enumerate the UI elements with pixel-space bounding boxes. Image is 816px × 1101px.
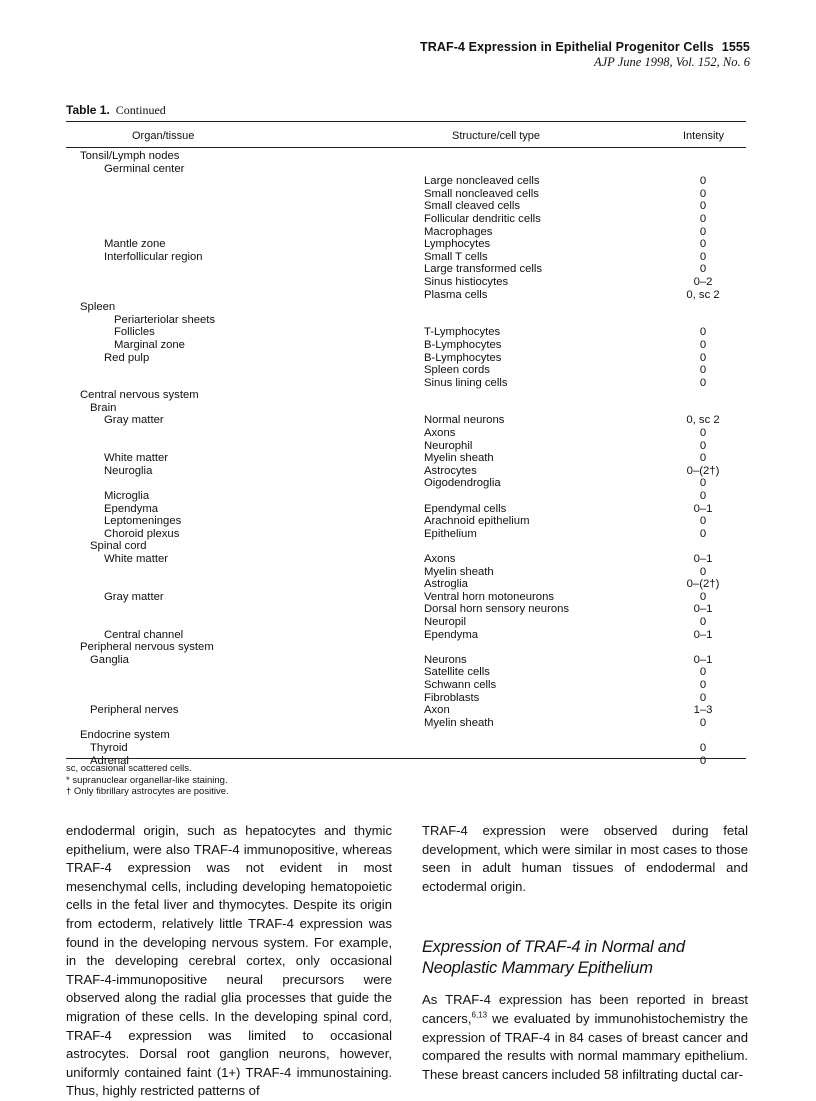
- structure-cell: Astroglia: [424, 578, 468, 591]
- structure-cell: Small cleaved cells: [424, 200, 521, 213]
- table-row: [66, 402, 746, 415]
- structure-cell: Neurophil: [424, 439, 473, 452]
- section-heading: Expression of TRAF-4 in Normal and Neoplastic Mammary Epithelium: [422, 938, 685, 978]
- organ-cell: Periarteriolar sheets: [114, 313, 216, 326]
- table-row: [66, 742, 746, 755]
- structure-cell: Oigodendroglia: [424, 477, 501, 490]
- structure-cell: Plasma cells: [424, 288, 488, 301]
- intensity-cell: 0: [699, 666, 707, 679]
- structure-cell: Axons: [424, 427, 456, 440]
- intensity-cell: 0: [699, 452, 707, 465]
- intensity-cell: 0: [699, 212, 707, 225]
- organ-cell: Leptomeninges: [104, 515, 182, 528]
- footnote: sc, occasional scattered cells.: [66, 763, 192, 774]
- table-row: [66, 566, 746, 579]
- left-column: [66, 822, 392, 1101]
- paragraph: As TRAF-4 expression has been reported in breast cancers,$^{6,13}$ we evaluated by immunohistochemistry the expression of TRAF-4 in 84 cases of breast cancer and compared the results with normal mammary epithelium. These breast cancers included 58 infiltrating ductal car-: [422, 992, 748, 1082]
- intensity-cell: 0: [699, 565, 707, 578]
- organ-cell: Brain: [90, 401, 117, 414]
- organ-cell: Choroid plexus: [104, 527, 180, 540]
- organ-cell: White matter: [104, 553, 169, 565]
- table-row: [66, 440, 746, 453]
- organ-cell: Mantle zone: [104, 238, 166, 251]
- table-row: [66, 200, 746, 213]
- intensity-cell: 0–(2†): [686, 578, 720, 591]
- organ-cell: Ependyma: [104, 502, 159, 515]
- table-row: [66, 629, 746, 642]
- intensity-cell: 0–1: [693, 653, 713, 666]
- table-row: [66, 175, 746, 188]
- organ-cell: Neuroglia: [104, 464, 153, 477]
- intensity-cell: 0: [699, 590, 707, 603]
- table-row: [66, 389, 746, 402]
- page-header: [420, 40, 750, 70]
- intensity-cell: 0: [699, 716, 707, 729]
- table-row: [66, 704, 746, 717]
- organ-cell: Peripheral nervous system: [80, 641, 214, 654]
- table-row: [66, 150, 746, 163]
- table-row: [66, 603, 746, 616]
- table-row: [66, 477, 746, 490]
- structure-cell: Large transformed cells: [424, 263, 543, 276]
- intensity-cell: 0–1: [693, 553, 713, 565]
- organ-cell: Central channel: [104, 628, 184, 641]
- table-row: [66, 427, 746, 440]
- table-row: [66, 289, 746, 302]
- intensity-cell: 1–3: [693, 704, 713, 717]
- structure-cell: Ependyma: [424, 628, 479, 641]
- structure-cell: B-Lymphocytes: [424, 338, 502, 351]
- table-top-rule: [66, 121, 746, 122]
- structure-cell: Follicular dendritic cells: [424, 212, 541, 225]
- organ-cell: Interfollicular region: [104, 250, 203, 263]
- paragraph: endodermal origin, such as hepatocytes and thymic epithelium, were also TRAF-4 immunopositive, whereas TRAF-4 expression was not evident in most mesenchymal cells, including developing hematopoietic cells in the fetal liver and thymocytes. Despite its origin from ectoderm, relatively little TRAF-4 expression was found in the developing nervous system. For example, in the developing cerebral cortex, only occasional TRAF-4-immunopositive neural precursors were observed along the radial glia processes that guide the migration of these cells. In the developing spinal cord, TRAF-4 expression was limited to occasional astrocytes. Dorsal root ganglion neurons, however, uniformly contained faint (1+) TRAF-4 immunostaining. Thus, highly restricted patterns of: [66, 823, 392, 1099]
- intensity-cell: 0: [699, 515, 707, 528]
- structure-cell: B-Lymphocytes: [424, 351, 502, 364]
- citation-refs: 6,13: [471, 1010, 488, 1020]
- running-title: TRAF-4 Expression in Epithelial Progenitor Cells 1555: [420, 40, 750, 54]
- intensity-cell: 0: [699, 477, 707, 490]
- structure-cell: Neurons: [424, 653, 467, 666]
- table-row: [66, 692, 746, 705]
- structure-cell: Normal neurons: [424, 414, 505, 427]
- table-row: [66, 213, 746, 226]
- intensity-cell: 0: [699, 439, 707, 452]
- intensity-cell: 0: [699, 175, 707, 188]
- structure-cell: Fibroblasts: [424, 691, 480, 704]
- intensity-cell: 0: [699, 678, 707, 691]
- structure-cell: Large noncleaved cells: [424, 175, 540, 188]
- table-body: [66, 150, 746, 767]
- table-row: [66, 679, 746, 692]
- table-header-rule: [66, 147, 746, 148]
- table-row: [66, 377, 746, 390]
- intensity-cell: 0, sc 2: [686, 288, 720, 301]
- structure-cell: Epithelium: [424, 527, 477, 540]
- structure-cell: Axon: [424, 704, 450, 717]
- table-row: [66, 490, 746, 503]
- table-row: [66, 339, 746, 352]
- intensity-cell: 0: [699, 225, 707, 238]
- table-row: [66, 515, 746, 528]
- table-row: [66, 226, 746, 239]
- intensity-cell: 0: [699, 615, 707, 628]
- intensity-cell: 0: [699, 691, 707, 704]
- structure-cell: Lymphocytes: [424, 238, 491, 251]
- structure-cell: Ependymal cells: [424, 502, 507, 515]
- table-footnotes: [66, 763, 229, 798]
- intensity-cell: 0: [699, 376, 707, 389]
- organ-cell: Follicles: [114, 326, 155, 339]
- organ-cell: Microglia: [104, 490, 150, 503]
- intensity-cell: 0: [699, 250, 707, 263]
- intensity-cell: 0: [699, 326, 707, 339]
- col-header-organ: Organ/tissue: [132, 130, 195, 142]
- page-number: 1555: [721, 40, 750, 54]
- structure-cell: Schwann cells: [424, 678, 497, 691]
- organ-cell: Peripheral nerves: [90, 704, 179, 717]
- structure-cell: Small T cells: [424, 250, 488, 263]
- intensity-cell: 0: [699, 754, 707, 767]
- organ-cell: Thyroid: [90, 741, 128, 754]
- table-row: [66, 641, 746, 654]
- footnote: * supranuclear organellar-like staining.: [66, 774, 228, 786]
- organ-cell: Ganglia: [90, 653, 129, 666]
- table-row: [66, 528, 746, 541]
- table-row: [66, 591, 746, 604]
- table-row: [66, 414, 746, 427]
- structure-cell: Axons: [424, 553, 456, 565]
- table-row: [66, 364, 746, 377]
- table-row: [66, 163, 746, 176]
- organ-cell: Red pulp: [104, 351, 150, 364]
- footnote: † Only fibrillary astrocytes are positive.: [66, 786, 229, 797]
- intensity-cell: 0: [699, 527, 707, 540]
- table-row: [66, 578, 746, 591]
- table-row: [66, 276, 746, 289]
- right-column: [422, 822, 748, 1084]
- organ-cell: Spleen: [80, 301, 116, 314]
- structure-cell: Ventral horn motoneurons: [424, 590, 554, 603]
- intensity-cell: 0: [699, 364, 707, 377]
- structure-cell: Sinus histiocytes: [424, 275, 509, 288]
- intensity-cell: 0: [699, 263, 707, 276]
- structure-cell: T-Lymphocytes: [424, 326, 501, 339]
- table-row: [66, 729, 746, 742]
- intensity-cell: 0: [699, 187, 707, 200]
- table-row: [66, 352, 746, 365]
- table-row: [66, 263, 746, 276]
- intensity-cell: 0: [699, 200, 707, 213]
- intensity-cell: 0: [699, 490, 707, 503]
- paragraph: TRAF-4 expression were observed during fetal development, which were similar in most cases to those seen in adult human tissues of endodermal and ectodermal origin.: [422, 823, 748, 894]
- organ-cell: Central nervous system: [80, 389, 199, 402]
- organ-cell: Tonsil/Lymph nodes: [80, 150, 180, 162]
- table-row: [66, 666, 746, 679]
- table-row: [66, 465, 746, 478]
- table-bottom-rule: [66, 758, 746, 759]
- structure-cell: Spleen cords: [424, 364, 490, 377]
- organ-cell: Germinal center: [104, 162, 185, 175]
- intensity-cell: 0: [699, 427, 707, 440]
- structure-cell: Macrophages: [424, 225, 493, 238]
- table-row: [66, 251, 746, 264]
- table-row: [66, 654, 746, 667]
- table-row: [66, 326, 746, 339]
- structure-cell: Myelin sheath: [424, 452, 494, 465]
- intensity-cell: 0: [699, 351, 707, 364]
- table-row: [66, 616, 746, 629]
- structure-cell: Astrocytes: [424, 464, 477, 477]
- table-row: [66, 301, 746, 314]
- organ-cell: Spinal cord: [90, 540, 147, 553]
- structure-cell: Neuropil: [424, 615, 467, 628]
- journal-citation: AJP June 1998, Vol. 152, No. 6: [594, 55, 750, 69]
- intensity-cell: 0, sc 2: [686, 414, 720, 427]
- intensity-cell: 0–2: [693, 275, 713, 288]
- intensity-cell: 0–(2†): [686, 464, 720, 477]
- structure-cell: Myelin sheath: [424, 565, 494, 578]
- table-row: [66, 540, 746, 553]
- structure-cell: Sinus lining cells: [424, 376, 508, 389]
- intensity-cell: 0: [699, 741, 707, 754]
- structure-cell: Dorsal horn sensory neurons: [424, 603, 570, 616]
- intensity-cell: 0–1: [693, 502, 713, 515]
- organ-cell: Adrenal: [90, 754, 129, 767]
- structure-cell: Small noncleaved cells: [424, 187, 539, 200]
- intensity-cell: 0: [699, 338, 707, 351]
- table-row: [66, 553, 746, 566]
- organ-cell: White matter: [104, 452, 169, 465]
- table-row: [66, 452, 746, 465]
- intensity-cell: 0–1: [693, 628, 713, 641]
- intensity-cell: 0: [699, 238, 707, 251]
- structure-cell: Myelin sheath: [424, 716, 494, 729]
- organ-cell: Endocrine system: [80, 729, 170, 742]
- table-row: [66, 238, 746, 251]
- col-header-structure: Structure/cell type: [452, 130, 541, 142]
- structure-cell: Arachnoid epithelium: [424, 515, 530, 528]
- table-title: Table 1. Continued: [66, 103, 166, 117]
- intensity-cell: 0–1: [693, 603, 713, 616]
- organ-cell: Gray matter: [104, 414, 164, 427]
- col-header-intensity: Intensity: [683, 130, 724, 142]
- table-row: [66, 188, 746, 201]
- organ-cell: Marginal zone: [114, 338, 185, 351]
- table-row: [66, 314, 746, 327]
- organ-cell: Gray matter: [104, 590, 164, 603]
- table-row: [66, 717, 746, 730]
- table-row: [66, 503, 746, 516]
- structure-cell: Satellite cells: [424, 666, 490, 679]
